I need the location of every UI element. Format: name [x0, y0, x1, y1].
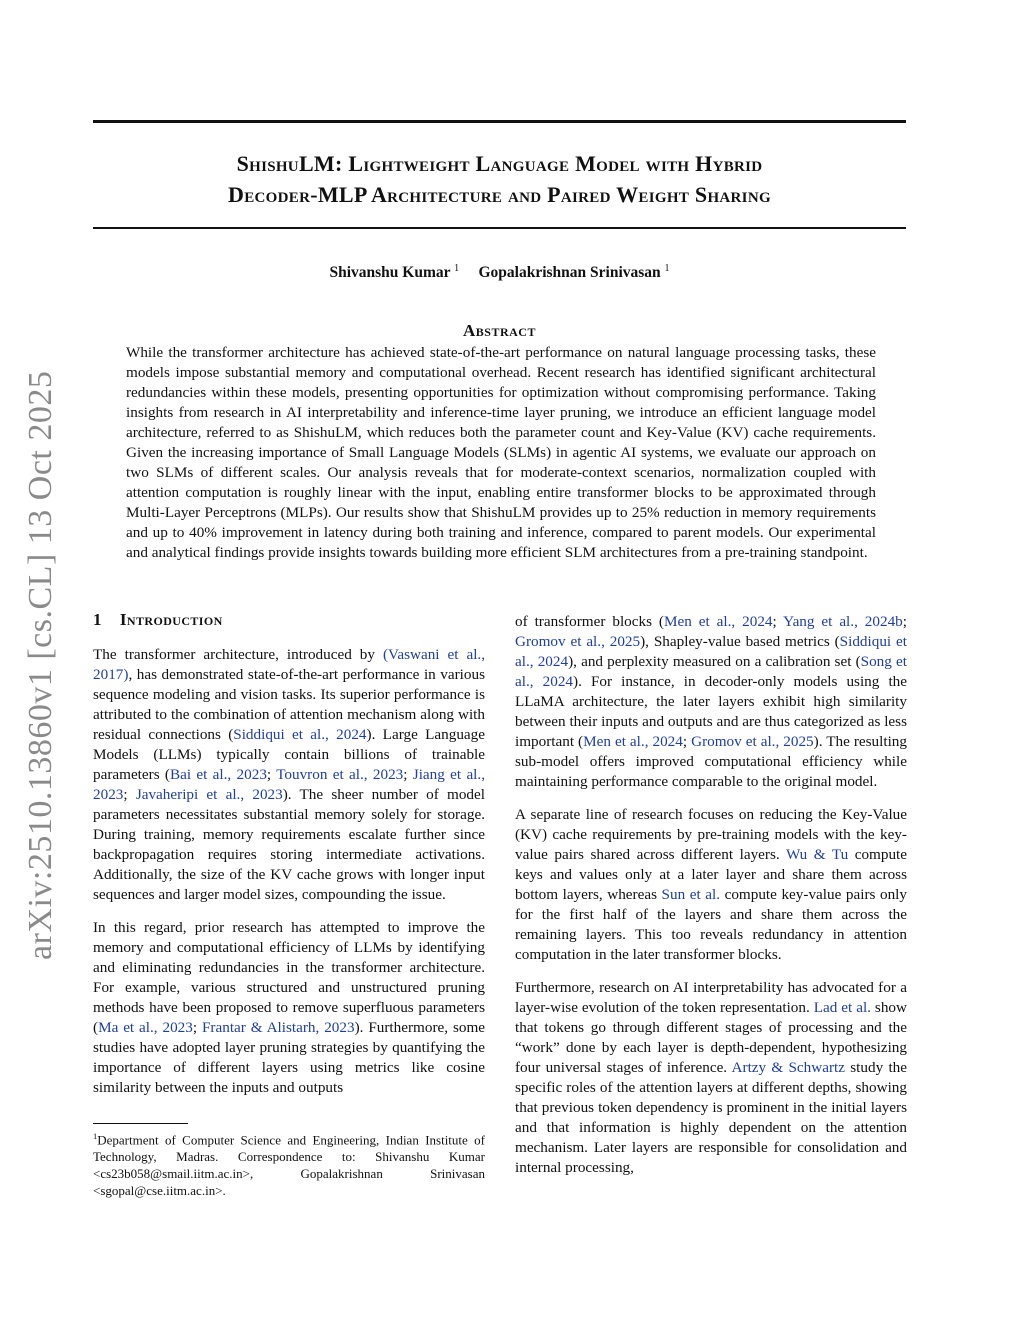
paragraph-text: ). Furthermore, some studies have adopted layer pruning strategies by quantifying the importance of different layers using metrics like cosine similarity between the inputs and outputs [93, 1019, 485, 1096]
citation-link[interactable]: Men et al., 2024 [664, 613, 773, 630]
citation-link[interactable]: Men et al., 2024 [583, 733, 683, 750]
paragraph-text: ; [123, 786, 136, 803]
author-name: Gopalakrishnan Srinivasan [478, 264, 661, 282]
paragraph-text: , has demonstrated state-of-the-art performance in various sequence modeling and vision tasks. Its superior performance is attributed to the combination of attention mechanism along with residual connections ( [93, 666, 485, 743]
title-line-1: ShishuLM: Lightweight Language Model with Hybrid [236, 151, 763, 176]
paragraph-text: ). The sheer number of model parameters necessitates substantial memory solely for storage. During training, memory requirements escalate further since backpropagation requires storing intermediate activations. Additionally, the size of the KV cache grows with longer input sequences and larger model sizes, compounding the issue. [93, 786, 485, 903]
section-heading [93, 610, 223, 630]
paragraph-text: ), and perplexity measured on a calibration set ( [568, 653, 861, 670]
abstract-heading: Abstract [463, 321, 536, 340]
citation-link[interactable]: (Vaswani et al., 2017) [93, 646, 486, 683]
paragraph [93, 918, 485, 1098]
citation-link[interactable]: Song et al., 2024 [515, 653, 907, 690]
paragraph [515, 805, 907, 965]
citation-link[interactable]: Frantar & Alistarh, 2023 [201, 1019, 355, 1036]
paragraph-text: ; [403, 766, 413, 783]
paragraph-text: of transformer blocks ( [515, 613, 664, 630]
abstract-body: While the transformer architecture has achieved state-of-the-art performance on natural language processing tasks, these models impose substantial memory and computational overhead. Recent research has identified significant architectural redundancies within these models, presenting opportunities for optimization without compromising performance. Taking insights from research in AI interpretability and inference-time layer pruning, we introduce an efficient language model architecture, referred to as ShishuLM, which reduces both the parameter count and Key-Value (KV) cache requirements. Given the increasing importance of Small Language Models (SLMs) in agentic AI systems, we evaluate our approach on two SLMs of different scales. Our analysis reveals that for moderate-context scenarios, normalization coupled with attention computation is roughly linear with the input, enabling entire transformer blocks to be approximated through Multi-Layer Perceptrons (MLPs). Our results show that ShishuLM provides up to 25% reduction in memory requirements and up to 40% improvement in latency during both training and inference, compared to parent models. Our experimental and analytical findings provide insights towards building more efficient SLM architectures from a pre-training standpoint. [126, 344, 876, 561]
citation-link[interactable]: Ma et al., 2023 [98, 1019, 193, 1036]
paragraph [515, 978, 907, 1178]
paragraph [515, 612, 907, 792]
citation-link[interactable]: Touvron et al., 2023 [276, 766, 404, 783]
paragraph-text: compute keys and values only at a later layer and share them across bottom layers, whereas [515, 846, 908, 903]
citation-link[interactable]: Bai et al., 2023 [170, 766, 267, 783]
paragraph-text: The transformer architecture, introduced by [93, 646, 383, 663]
paragraph-text: ; [902, 613, 908, 630]
footnote-text: Department of Computer Science and Engineering, Indian Institute of Technology, Madras. Correspondence to: Shivanshu Kumar <cs23b058@smail.iitm.ac.in>, Gopalakrishnan Srinivasan <sgopal@cse.iitm.ac.in>. [93, 1132, 485, 1199]
paragraph-text: ; [266, 766, 277, 783]
citation-link[interactable]: Gromov et al., 2025 [515, 633, 641, 650]
paragraph-text: ), Shapley-value based metrics ( [640, 633, 840, 650]
citation-link[interactable]: Siddiqui et al., 2024 [515, 633, 907, 670]
paragraph-text: compute key-value pairs only for the first half of the layers and share them across the remaining layers. This too reveals redundancy in attention computation in the later transformer blocks. [515, 886, 907, 963]
paragraph-text: Furthermore, research on AI interpretability has advocated for a layer-wise evolution of the token representation. [515, 979, 907, 1016]
footnote [93, 1128, 485, 1199]
paragraph-text: ; [772, 613, 784, 630]
section-number: 1 [93, 610, 102, 629]
paragraph-text: show that tokens go through different stages of processing and the “work” done by each layer is depth-dependent, hypothesizing four universal stages of inference. [515, 999, 907, 1076]
right-column [515, 612, 907, 1191]
arxiv-identifier: arXiv:2510.13860v1 [cs.CL] 13 Oct 2025 [22, 370, 59, 960]
paragraph-text: ; [682, 733, 692, 750]
citation-link[interactable]: Javaheripi et al., 2023 [135, 786, 283, 803]
footnote-marker: 1 [93, 1131, 98, 1141]
citation-link[interactable]: Artzy & Schwartz [731, 1059, 845, 1076]
author-affiliation-marker: 1 [454, 263, 460, 274]
paragraph-text: ). Large Language Models (LLMs) typically contain billions of trainable parameters ( [93, 726, 485, 783]
left-column [93, 645, 485, 1111]
paragraph-text: study the specific roles of the attention layers at different depths, showing that previous token dependency is prominent in the initial layers and that information is highly dependent on the attention mechanism. Later layers are responsible for consolidation and internal processing, [515, 1059, 908, 1176]
citation-link[interactable]: Jiang et al., 2023 [93, 766, 485, 803]
citation-link[interactable]: Yang et al., 2024b [783, 613, 903, 630]
citation-link[interactable]: Sun et al. [661, 886, 721, 903]
title-line-2: Decoder-MLP Architecture and Paired Weight Sharing [228, 182, 771, 207]
citation-link[interactable]: Siddiqui et al., 2024 [233, 726, 367, 743]
section-title: Introduction [119, 610, 223, 629]
paragraph-text: ). The resulting sub-model offers improved computational efficiency while maintaining performance comparable to the original model. [515, 733, 907, 790]
citation-link[interactable]: Gromov et al., 2025 [691, 733, 814, 750]
paragraph-text: A separate line of research focuses on reducing the Key-Value (KV) cache requirements by pre-training models with the key-value pairs shared across different layers. [515, 806, 907, 863]
citation-link[interactable]: Lad et al. [813, 999, 871, 1016]
author-list [93, 263, 906, 282]
paragraph-text: ). For instance, in decoder-only models using the LLaMA architecture, the later layers exhibit high similarity between their inputs and outputs and are thus categorized as less important ( [515, 673, 907, 750]
author-name: Shivanshu Kumar [329, 264, 451, 282]
author-affiliation-marker: 1 [664, 263, 670, 274]
paragraph-text: ; [192, 1019, 202, 1036]
citation-link[interactable]: Wu & Tu [785, 846, 849, 863]
paragraph-text: In this regard, prior research has attempted to improve the memory and computational efficiency of LLMs by identifying and eliminating redundancies in the transformer architecture. For example, various structured and unstructured pruning methods have been proposed to remove superfluous parameters ( [93, 919, 485, 1036]
paper-title [93, 148, 906, 210]
title-top-rule [93, 120, 906, 123]
footnote-rule [93, 1123, 188, 1124]
paragraph [93, 645, 485, 905]
title-bottom-rule [93, 227, 906, 229]
